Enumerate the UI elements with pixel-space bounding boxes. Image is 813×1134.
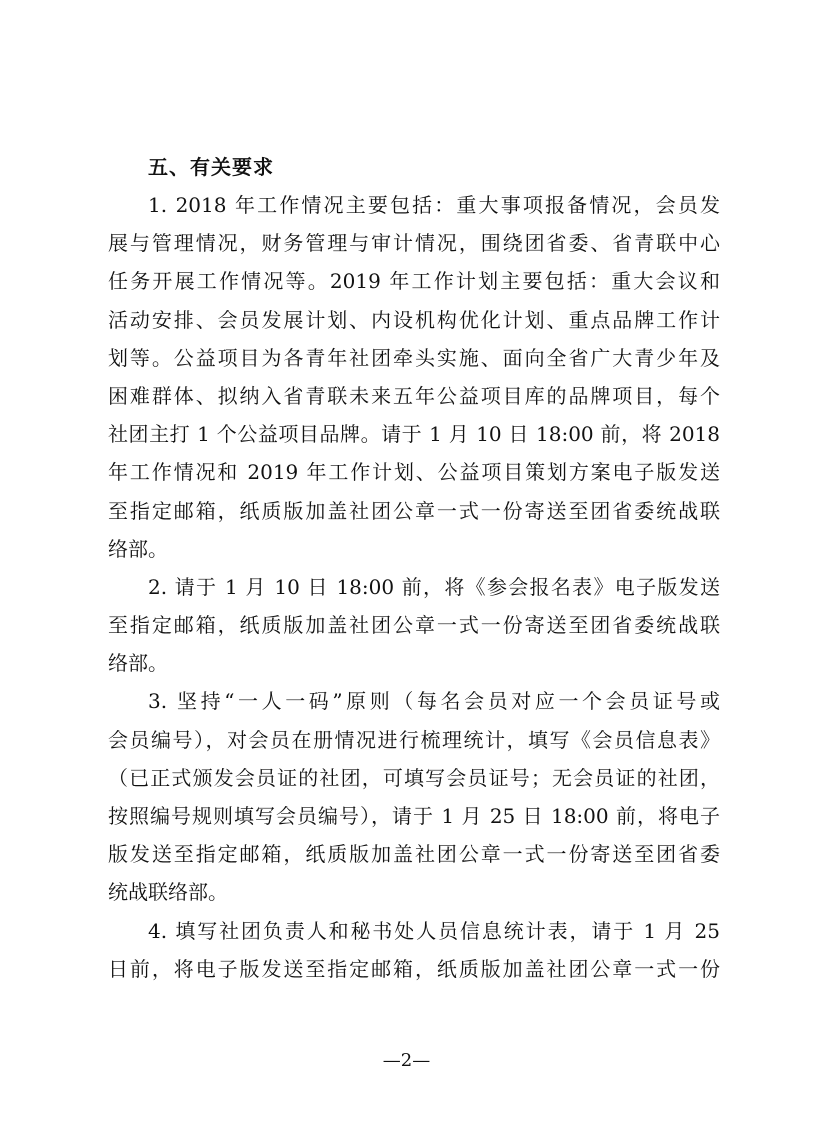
paragraph-line: 至指定邮箱，纸质版加盖社团公章一式一份寄送至团省委统战联 [108,498,720,523]
paragraph-2 [108,568,720,683]
paragraph-line: 版发送至指定邮箱，纸质版加盖社团公章一式一份寄送至团省委 [108,842,720,867]
paragraph-line: 任务开展工作情况等。2019 年工作计划主要包括：重大会议和 [108,269,720,294]
paragraph-line: 4. 填写社团负责人和秘书处人员信息统计表，请于 1 月 25 [148,918,720,943]
paragraph-line: 络部。 [108,536,168,561]
document-body [108,148,720,988]
paragraph-line: 年工作情况和 2019 年工作计划、公益项目策划方案电子版发送 [108,460,720,485]
page-number: —2— [382,1050,431,1071]
paragraph-line: 活动安排、会员发展计划、内设机构优化计划、重点品牌工作计 [108,307,720,332]
paragraph-3 [108,682,720,911]
paragraph-line: 统战联络部。 [108,880,228,905]
paragraph-line: 按照编号规则填写会员编号），请于 1 月 25 日 18:00 前，将电子 [108,804,720,828]
paragraph-line: （已正式颁发会员证的社团，可填写会员证号；无会员证的社团， [108,765,720,790]
paragraph-line: 困难群体、拟纳入省青联未来五年公益项目库的品牌项目，每个 [108,383,720,408]
paragraph-line: 络部。 [108,651,168,676]
section-heading: 五、有关要求 [148,155,274,179]
paragraph-line: 1. 2018 年工作情况主要包括：重大事项报备情况，会员发 [148,193,720,217]
paragraph-line: 会员编号），对会员在册情况进行梳理统计，填写《会员信息表》 [108,727,720,752]
paragraph-list [108,186,720,988]
paragraph-line: 3. 坚持“一人一码”原则（每名会员对应一个会员证号或 [148,689,720,714]
paragraph-4 [108,912,720,988]
paragraph-line: 2. 请于 1 月 10 日 18:00 前，将《参会报名表》电子版发送 [148,574,720,599]
paragraph-line: 至指定邮箱，纸质版加盖社团公章一式一份寄送至团省委统战联 [108,613,720,638]
paragraph-1 [108,186,720,568]
paragraph-line: 日前，将电子版发送至指定邮箱，纸质版加盖社团公章一式一份 [108,956,720,981]
paragraph-line: 展与管理情况，财务管理与审计情况，围绕团省委、省青联中心 [108,231,720,256]
paragraph-line: 划等。公益项目为各青年社团牵头实施、面向全省广大青少年及 [108,345,720,370]
paragraph-line: 社团主打 1 个公益项目品牌。请于 1 月 10 日 18:00 前，将 2018 [108,422,720,447]
